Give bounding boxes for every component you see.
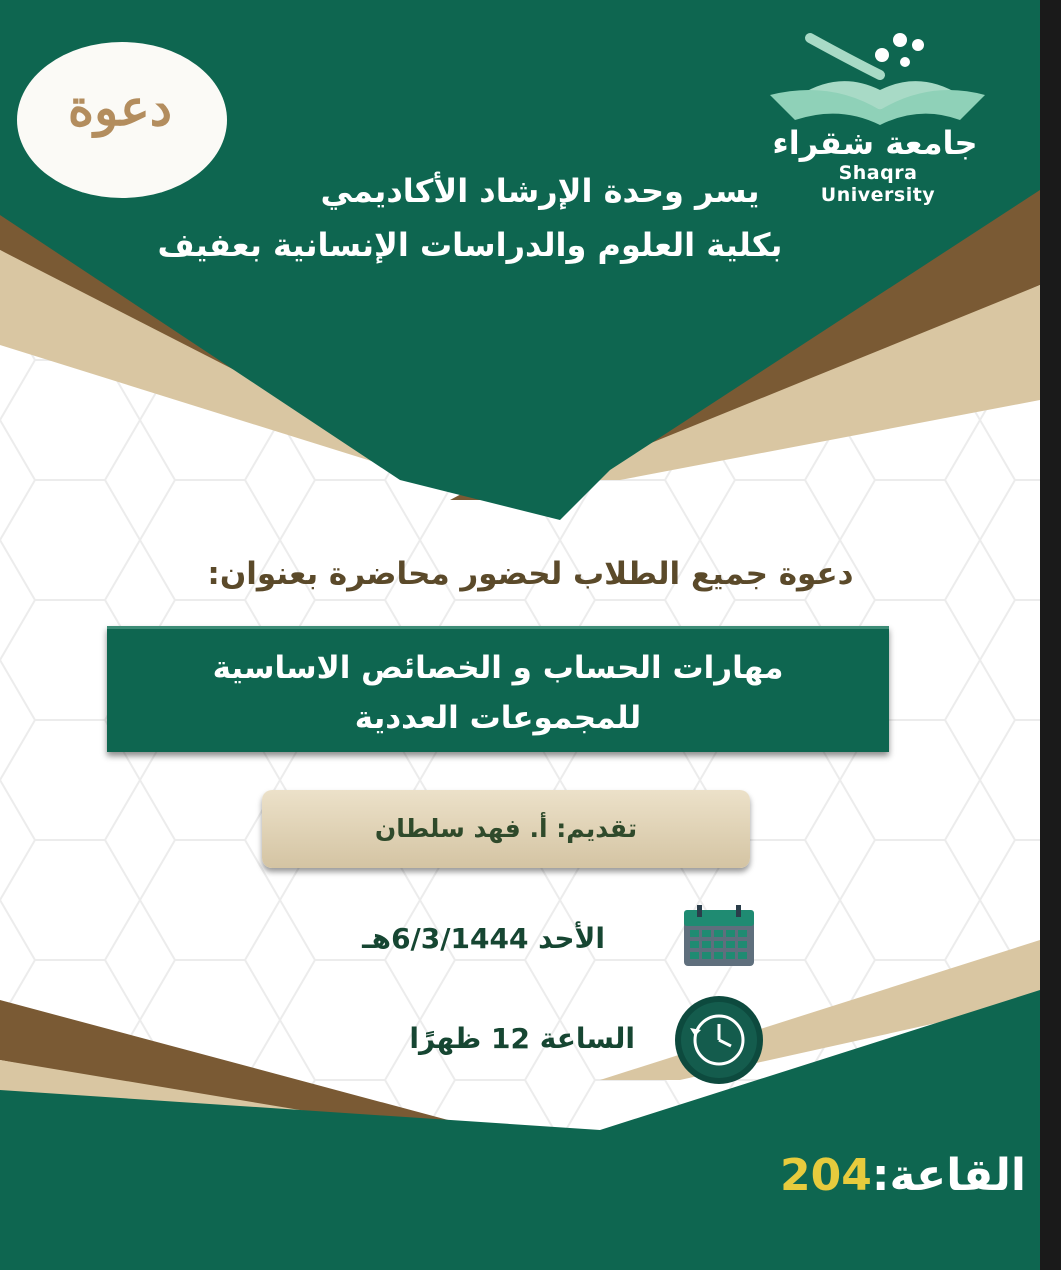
room-value: 204: [780, 1150, 872, 1201]
badge-text: دعوة: [67, 78, 173, 137]
right-edge-strip: [1040, 0, 1061, 1280]
date-text: الأحد 6/3/1444هـ: [362, 922, 605, 955]
university-arabic-name: جامعة شقراء: [772, 124, 978, 162]
bottom-edge: [0, 1270, 1061, 1280]
presenter-box: تقديم: أ. فهد سلطان: [262, 790, 750, 868]
invitation-text: دعوة جميع الطلاب لحضور محاضرة بعنوان:: [207, 556, 854, 592]
time-text: الساعة 12 ظهرًا: [409, 1022, 635, 1055]
header-line-1: يسر وحدة الإرشاد الأكاديمي: [320, 172, 760, 210]
lecture-title-line-2: للمجموعات العددية: [354, 700, 642, 736]
lecture-title-box: [107, 626, 889, 752]
header-line-2: بكلية العلوم والدراسات الإنسانية بعفيف: [157, 226, 783, 264]
clock-icon: [675, 996, 763, 1084]
room-info: [760, 1150, 1026, 1201]
university-english-name: Shaqra University: [820, 162, 936, 206]
room-label: القاعة:: [871, 1150, 1026, 1201]
lecture-title-line-1: مهارات الحساب و الخصائص الاساسية: [212, 650, 784, 686]
calendar-icon: [684, 905, 754, 966]
